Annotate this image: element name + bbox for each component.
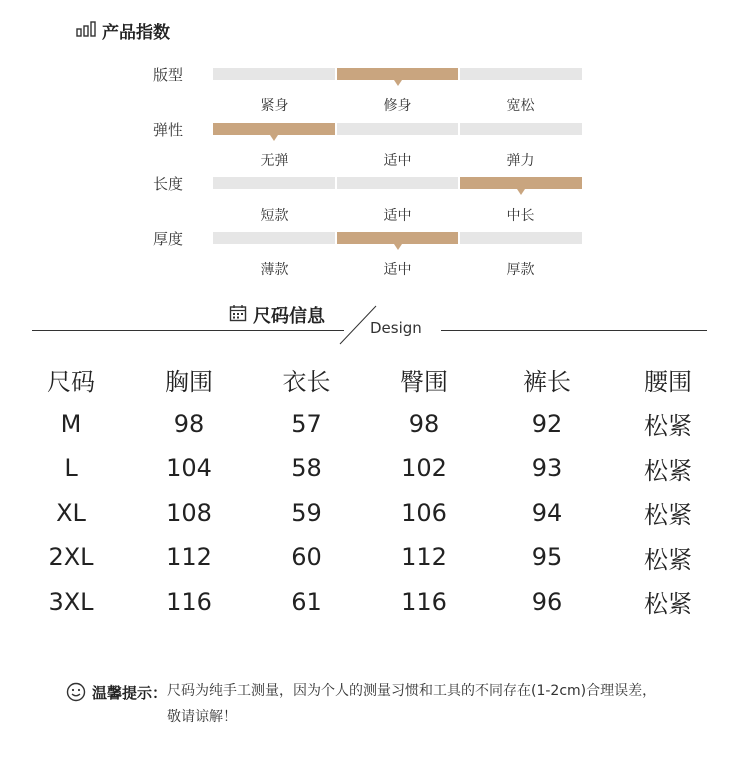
table-row bbox=[12, 535, 738, 580]
index-segment bbox=[460, 123, 582, 135]
table-cell: 98 bbox=[173, 409, 205, 438]
index-option: 短款 bbox=[260, 208, 289, 224]
table-cell: 57 bbox=[291, 409, 322, 438]
index-option: 适中 bbox=[383, 262, 412, 278]
index-row-label-length: 长度 bbox=[153, 175, 184, 193]
divider-right bbox=[441, 330, 707, 331]
table-cell: 106 bbox=[401, 498, 447, 527]
index-option: 弹力 bbox=[506, 153, 535, 169]
index-segment bbox=[460, 68, 582, 80]
index-option: 修身 bbox=[383, 98, 412, 114]
index-track-fit bbox=[213, 68, 582, 80]
table-cell: 112 bbox=[166, 543, 212, 572]
index-option: 无弹 bbox=[260, 153, 289, 169]
divider-left bbox=[32, 330, 344, 331]
table-cell: 61 bbox=[291, 587, 322, 616]
table-cell: 108 bbox=[166, 498, 212, 527]
index-segment bbox=[337, 123, 459, 135]
calendar-icon bbox=[229, 304, 247, 326]
table-header-row bbox=[12, 357, 738, 402]
table-header-cell: 尺码 bbox=[47, 367, 95, 396]
table-cell: 93 bbox=[531, 454, 563, 483]
smiley-icon bbox=[66, 682, 86, 706]
warm-tip bbox=[66, 682, 657, 730]
table-cell: 92 bbox=[531, 409, 563, 438]
table-header-cell: 裤长 bbox=[523, 367, 571, 396]
table-cell: 60 bbox=[291, 543, 322, 572]
index-row-label-fit: 版型 bbox=[153, 66, 184, 84]
bar-chart-icon bbox=[76, 21, 96, 41]
table-cell: L bbox=[64, 454, 78, 483]
product-index-title: 产品指数 bbox=[102, 23, 170, 43]
index-segment-selected bbox=[337, 232, 459, 244]
index-row-label-thickness: 厚度 bbox=[153, 230, 184, 248]
index-options-fit bbox=[213, 95, 582, 115]
size-table bbox=[12, 357, 738, 624]
index-track-elasticity bbox=[213, 123, 582, 135]
index-option: 紧身 bbox=[260, 98, 289, 114]
table-cell: M bbox=[60, 409, 82, 438]
index-option: 适中 bbox=[383, 153, 412, 169]
table-row bbox=[12, 491, 738, 536]
index-row-label-elasticity: 弹性 bbox=[153, 121, 184, 139]
index-segment bbox=[213, 177, 335, 189]
table-cell: 松紧 bbox=[644, 412, 692, 441]
design-label: Design bbox=[370, 319, 422, 337]
table-cell: 98 bbox=[408, 409, 440, 438]
table-cell: 松紧 bbox=[644, 501, 692, 530]
table-cell: 松紧 bbox=[644, 456, 692, 485]
tip-text: 尺码为纯手工测量，因为个人的测量习惯和工具的不同存在(1-2cm)合理误差，敬请谅解！ bbox=[167, 683, 657, 725]
table-cell: 3XL bbox=[48, 587, 94, 616]
table-row bbox=[12, 446, 738, 491]
size-info-title: 尺码信息 bbox=[253, 306, 325, 327]
index-options-thickness bbox=[213, 259, 582, 279]
tip-label: 温馨提示： bbox=[92, 684, 168, 702]
index-segment-selected bbox=[337, 68, 459, 80]
index-segment-selected bbox=[213, 123, 335, 135]
product-index-header bbox=[76, 18, 170, 43]
index-option: 中长 bbox=[506, 208, 535, 224]
table-cell: 59 bbox=[291, 498, 322, 527]
table-cell: XL bbox=[56, 498, 86, 527]
table-cell: 松紧 bbox=[644, 590, 692, 619]
table-header-cell: 臀围 bbox=[400, 367, 448, 396]
table-cell: 102 bbox=[401, 454, 447, 483]
index-segment bbox=[213, 68, 335, 80]
index-option: 厚款 bbox=[506, 262, 535, 278]
index-options-elasticity bbox=[213, 150, 582, 170]
index-segment-selected bbox=[460, 177, 582, 189]
index-segment bbox=[213, 232, 335, 244]
table-header-cell: 腰围 bbox=[644, 367, 692, 396]
index-segment bbox=[337, 177, 459, 189]
table-cell: 94 bbox=[531, 498, 563, 527]
index-option: 适中 bbox=[383, 208, 412, 224]
index-option: 宽松 bbox=[506, 98, 535, 114]
table-cell: 104 bbox=[166, 454, 212, 483]
index-options-length bbox=[213, 205, 582, 225]
table-cell: 95 bbox=[531, 543, 563, 572]
table-cell: 116 bbox=[401, 587, 447, 616]
table-cell: 松紧 bbox=[644, 545, 692, 574]
table-header-cell: 胸围 bbox=[165, 367, 213, 396]
index-option: 薄款 bbox=[260, 262, 289, 278]
table-header-cell: 衣长 bbox=[282, 367, 331, 396]
index-track-length bbox=[213, 177, 582, 189]
table-cell: 96 bbox=[531, 587, 563, 616]
table-cell: 58 bbox=[291, 454, 322, 483]
table-cell: 112 bbox=[401, 543, 447, 572]
table-cell: 116 bbox=[166, 587, 212, 616]
size-info-header bbox=[229, 302, 325, 328]
table-row bbox=[12, 580, 738, 625]
table-cell: 2XL bbox=[48, 543, 94, 572]
table-row bbox=[12, 402, 738, 447]
index-segment bbox=[460, 232, 582, 244]
index-track-thickness bbox=[213, 232, 582, 244]
